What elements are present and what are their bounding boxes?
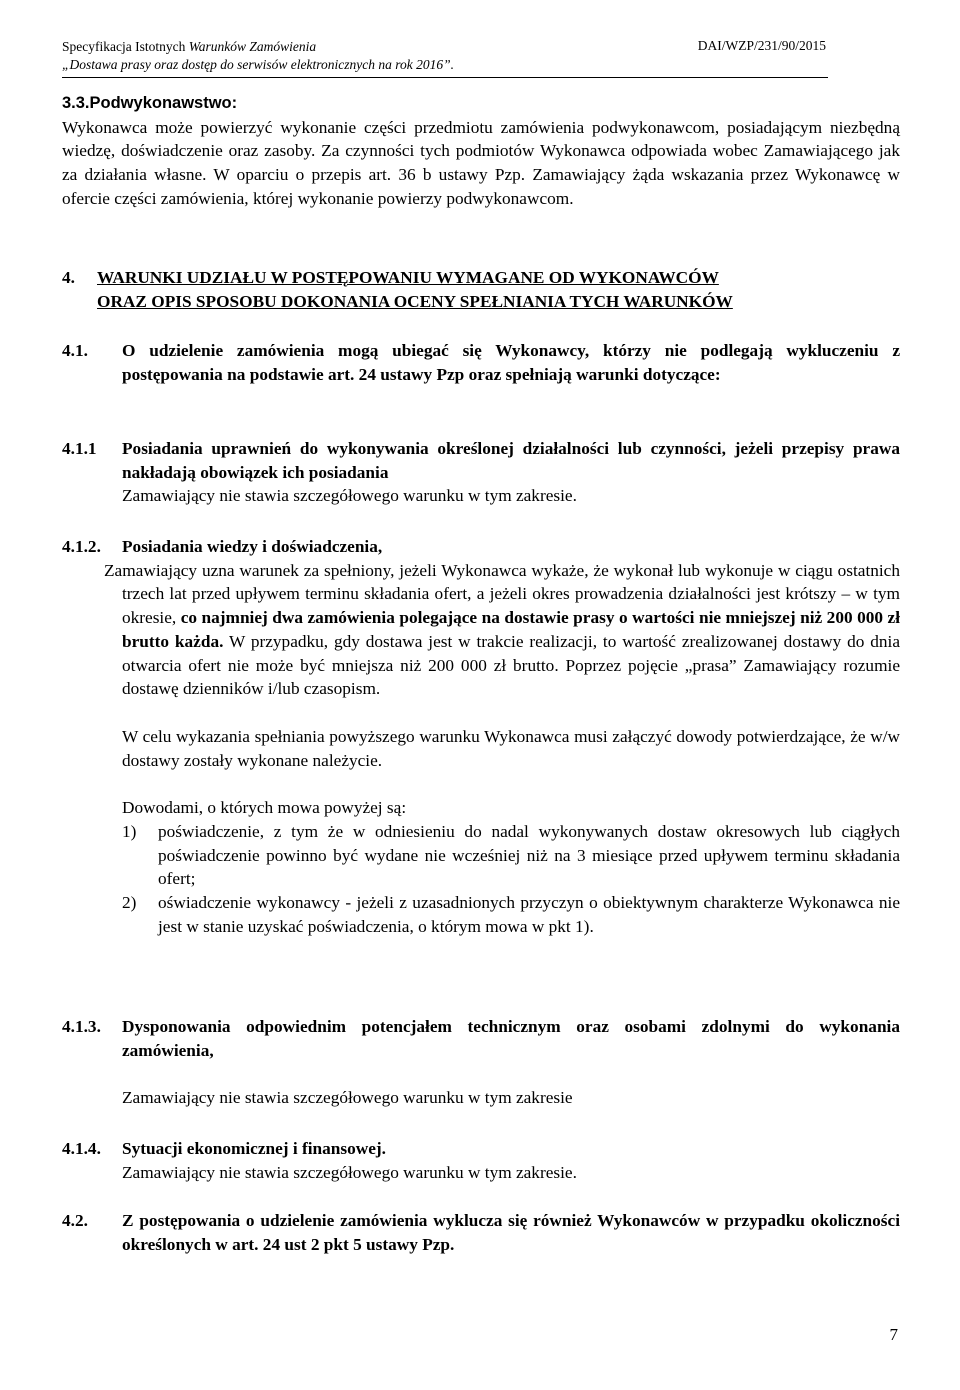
section-4-1-3-title: Dysponowania odpowiednim potencjałem technicznym oraz osobami zdolnymi do wykonania zamówienia, [122, 1017, 900, 1060]
section-3-3-heading: 3.3.Podwykonawstwo: [62, 94, 238, 112]
section-4-1-3-text: Zamawiający nie stawia szczegółowego warunku w tym zakresie [122, 1088, 573, 1108]
section-4-1-4 [62, 1137, 900, 1184]
section-4-1-2-number: 4.1.2. [62, 537, 101, 556]
evidence-list [122, 820, 900, 939]
section-3-3-body: Wykonawca może powierzyć wykonanie części przedmiotu zamówienia podwykonawcom, posiadającym niezbędną wiedzę, doświadczenie oraz zasoby. Za czynności tych podmiotów Wykonawca odpowiada wobec Zamawiającego jak za działania własne. W oparciu o przepis art. 36 b ustawy Pzp. Zamawiający żąda wskazania przez Wykonawcę w ofercie części zamówienia, której wykonanie powierzy podwykonawcom. [62, 117, 900, 208]
evidence-intro: Dowodami, o których mowa powyżej są: [122, 798, 407, 818]
section-4-1-2-title: Posiadania wiedzy i doświadczenia, [122, 537, 383, 556]
section-4-1-1-title: Posiadania uprawnień do wykonywania określonej działalności lub czynności, jeżeli przepisy prawa nakładają obowiązek ich posiadania [122, 439, 900, 482]
section-4-1-2 [62, 535, 900, 939]
evidence-item: 1) poświadczenie, z tym że w odniesieniu do nadal wykonywanych dostaw okresowych lub ciągłych poświadczenie powinno być wydane nie wcześniej niż na 3 miesiące przed upływem terminu składania ofert; [122, 822, 900, 889]
section-4-1-text: O udzielenie zamówienia mogą ubiegać się Wykonawcy, którzy nie podlegają wykluczeniu z postępowania na podstawie art. 24 ustawy Pzp oraz spełniają warunki dotyczące: [122, 341, 900, 384]
section-4-1-3 [62, 1015, 900, 1110]
section-4-1-1 [62, 437, 900, 508]
section-4-2-text: Z postępowania o udzielenie zamówienia wyklucza się również Wykonawców w przypadku okoliczności określonych w art. 24 ust 2 pkt 5 ustawy Pzp. [122, 1211, 900, 1254]
spec-title: Specyfikacja Istotnych Warunków Zamówienia [62, 39, 317, 54]
section-4-1 [62, 339, 900, 386]
section-4-1-1-number: 4.1.1 [62, 439, 97, 458]
page-number: 7 [889, 1325, 898, 1344]
evidence-item: 2) oświadczenie wykonawcy - jeżeli z uzasadnionych przyczyn o obiektywnym charakterze Wykonawca nie jest w stanie uzyskać poświadczenia, o którym mowa w pkt 1). [122, 893, 900, 936]
section-4-1-2-paragraph-1: Zamawiający uzna warunek za spełniony, jeżeli Wykonawca wykaże, że wykonał lub wykonuje w ciągu ostatnich trzech lat przed upływem terminu składania ofert, a jeżeli okres prowadzenia działalności jest krótszy – w tym okresie, co najmniej dwa zamówienia polegające na dostawie prasy o wartości nie mniejszej niż 200 000 zł brutto każda. W przypadku, gdy dostawa jest w trakcie realizacji, to wartość zrealizowanej dostawy do dnia otwarcia ofert nie może być mniejsza niż 200 000 zł brutto. Poprzez pojęcie „prasa” Zamawiający rozumie dostawę dzienników i/lub czasopism. [104, 560, 901, 699]
header-divider [62, 77, 828, 78]
header-subtitle: „Dostawa prasy oraz dostęp do serwisów elektronicznych na rok 2016”. [62, 57, 454, 72]
page-header [62, 38, 662, 74]
section-4-1-2-paragraph-2: W celu wykazania spełniania powyższego warunku Wykonawca musi załączyć dowody potwierdzające, że w/w dostawy zostały wykonane należycie. [122, 726, 900, 770]
section-4-1-4-text: Zamawiający nie stawia szczegółowego warunku w tym zakresie. [122, 1162, 577, 1182]
section-4-number: 4. [62, 268, 75, 287]
section-4 [62, 266, 900, 313]
section-4-1-3-number: 4.1.3. [62, 1017, 101, 1036]
section-4-1-number: 4.1. [62, 341, 88, 360]
section-3-3 [62, 92, 900, 211]
section-4-1-1-text: Zamawiający nie stawia szczegółowego warunku w tym zakresie. [122, 486, 577, 506]
section-4-2 [62, 1209, 900, 1256]
section-4-1-4-number: 4.1.4. [62, 1139, 101, 1158]
section-4-2-number: 4.2. [62, 1211, 88, 1230]
section-4-title-line2: ORAZ OPIS SPOSOBU DOKONANIA OCENY SPEŁNIANIA TYCH WARUNKÓW [97, 291, 733, 311]
section-4-1-4-title: Sytuacji ekonomicznej i finansowej. [122, 1139, 387, 1158]
section-4-title-line1: WARUNKI UDZIAŁU W POSTĘPOWANIU WYMAGANE OD WYKONAWCÓW [97, 268, 719, 287]
document-reference: DAI/WZP/231/90/2015 [697, 38, 826, 53]
